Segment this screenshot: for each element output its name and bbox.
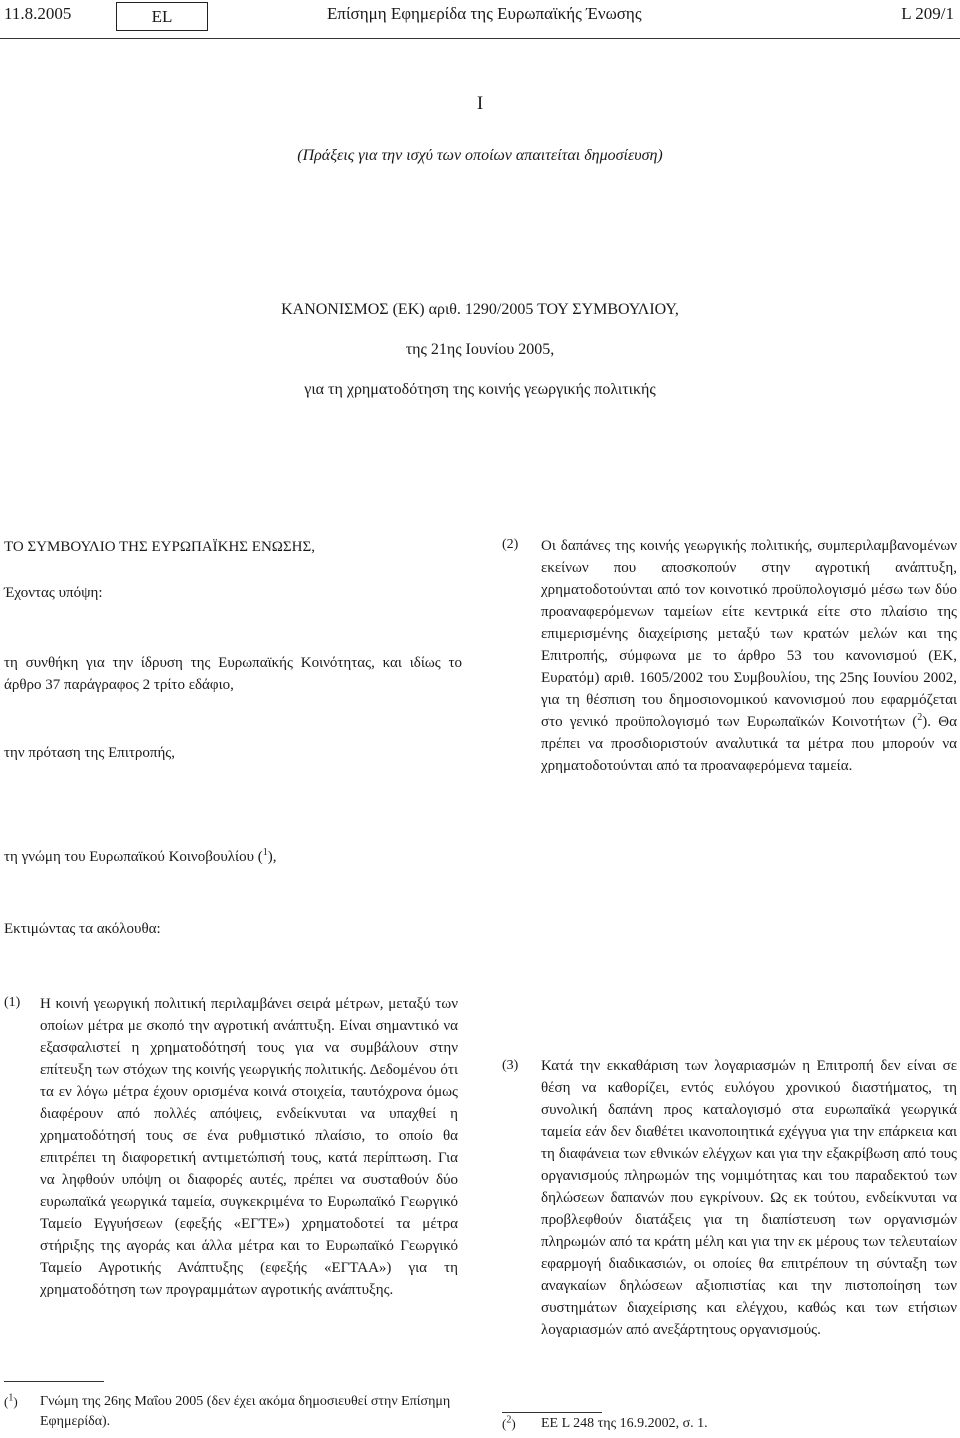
header-divider (0, 38, 960, 39)
footnote-ref-2[interactable]: 2 (917, 712, 923, 723)
footnote-marker: ($^2$) (502, 1414, 516, 1431)
whereas-heading: Εκτιμώντας τα ακόλουθα: (4, 921, 161, 937)
recital-number: (1) (4, 995, 21, 1010)
footnote-ref-1[interactable]: 1 (262, 847, 268, 858)
language-code-box: EL (116, 2, 208, 31)
recital-text: Οι δαπάνες της κοινής γεωργικής πολιτικής, συμπεριλαμβανομένων εκείνων που αποσκοπούν στην αγροτική ανάπτυξη, χρηματοδοτούνται από τον κοινοτικό προϋπολογισμό μέσω των δύο προαναφερόμενων ταμείων είτε κεντρικά είτε στο πλαίσιο της επιμερισμένης διαχείρισης μεταξύ των κρατών μελών και της Επιτροπής, σύμφωνα με το άρθρο 53 του κανονισμού (ΕΚ, Ευρατόμ) αριθ. 1605/2002 του Συμβουλίου, της 25ης Ιουνίου 2002, για τη θέσπιση του δημοσιονομικού κανονισμού που εφαρμόζεται στο γενικό προϋπολογισμό των Ευρωπαϊκών Κοινοτήτων ($^2$). Θα πρέπει να προσδιοριστούν αναλυτικά τα μέτρα που μπορούν να χρηματοδοτούνται από τα προαναφερόμενα ταμεία. (541, 538, 958, 774)
recital-text: Η κοινή γεωργική πολιτική περιλαμβάνει σειρά μέτρων, μεταξύ των οποίων μέτρα με σκοπό την αγροτική ανάπτυξη. Είναι σημαντικό να εξασφαλιστεί η χρηματοδότησή τους για να συμβάλουν στην επίτευξη των στόχων της κοινής γεωργικής πολιτικής. Δεδομένου ότι τα εν λόγω μέτρα έχουν ορισμένα κοινά στοιχεία, ταυτόχρονα όμως διαφέρουν από πολλές απόψεις, ενδείκνυται να υπαχθεί η χρηματοδότησή τους σε ένα ρυθμιστικό πλαίσιο, το οποίο θα επιτρέπει τη διαφορετική αντιμετώπισή τους, κατά περίπτωση. Για να ληφθούν υπόψη οι διαφορές αυτές, πρέπει να συσταθούν δύο ευρωπαϊκά γεωργικά ταμεία, συγκεκριμένα το Ευρωπαϊκό Γεωργικό Ταμείο Εγγυήσεων (εφεξής «ΕΓΤΕ») χρηματοδοτεί τα μέτρα στήριξης της αγοράς και άλλα μέτρα και το Ευρωπαϊκό Γεωργικό Ταμείο Αγροτικής Ανάπτυξης (εφεξής «ΕΓΤΑΑ») για τη χρηματοδότηση των προγραμμάτων αγροτικής ανάπτυξης. (40, 996, 458, 1298)
recital-number: (3) (502, 1058, 519, 1073)
treaty-citation: τη συνθήκη για την ίδρυση της Ευρωπαϊκής Κοινότητας, και ιδίως το άρθρο 37 παράγραφος 2 τρίτο εδάφιο, (4, 655, 462, 693)
recital-text: Κατά την εκκαθάριση των λογαριασμών η Επιτροπή δεν είναι σε θέση να καθορίζει, εντός ευλόγου χρονικού διαστήματος, τη συνολική δαπάνη προς καταλογισμό στα ευρωπαϊκά γεωργικά ταμεία εάν δεν διαθέτει ικανοποιητικά εχέγγυα για την επάρκεια και τη διαφάνεια των εθνικών ελέγχων και για την εξακρίβωση από τους οργανισμούς πληρωμών της νομιμότητας και του παραδεκτού των δηλώσεων δαπανών που εγκρίνουν. Ως εκ τούτου, ενδείκνυται να προβλεφθούν διατάξεις για τη διαπίστευση των οργανισμών πληρωμών από τα κράτη μέλη και για την εκ μέρους των τελευταίων εφαρμογή διαδικασιών, οι οποίες θα επιτρέπουν τη σύνταξη των αναγκαίων δηλώσεων αξιοπιστίας και την πιστοποίηση των συστημάτων διαχείρισης και ελέγχου, καθώς και των ετήσιων λογαριασμών από ανεξάρτητους οργανισμούς. (541, 1058, 957, 1338)
footnote-rule (4, 1381, 104, 1382)
parliament-opinion-citation: τη γνώμη του Ευρωπαϊκού Κοινοβουλίου ($^1$), (4, 847, 277, 865)
footnote-text: Γνώμη της 26ης Μαΐου 2005 (δεν έχει ακόμα δημοσιευθεί στην Επίσημη Εφημερίδα). (40, 1394, 451, 1429)
commission-proposal-citation: την πρόταση της Επιτροπής, (4, 745, 175, 761)
council-heading: ΤΟ ΣΥΜΒΟΥΛΙΟ ΤΗΣ ΕΥΡΩΠΑΪΚΗΣ ΕΝΩΣΗΣ, (4, 539, 315, 555)
regulation-title: ΚΑΝΟΝΙΣΜΟΣ (ΕΚ) αριθ. 1290/2005 ΤΟΥ ΣΥΜΒΟΥΛΙΟΥ, (281, 301, 679, 318)
footnote-rule (502, 1412, 602, 1413)
page-reference: L 209/1 (901, 4, 954, 23)
recital-number: (2) (502, 537, 519, 552)
publication-date: 11.8.2005 (4, 4, 72, 23)
footnote-text: ΕΕ L 248 της 16.9.2002, σ. 1. (541, 1416, 708, 1431)
part-subtitle: (Πράξεις για την ισχύ των οποίων απαιτείται δημοσίευση) (297, 147, 663, 164)
part-numeral: I (476, 93, 484, 114)
journal-title: Επίσημη Εφημερίδα της Ευρωπαϊκής Ένωσης (327, 4, 642, 23)
regulation-subject: για τη χρηματοδότηση της κοινής γεωργικής πολιτικής (304, 381, 656, 398)
regulation-date: της 21ης Ιουνίου 2005, (405, 341, 555, 358)
having-regard-heading: Έχοντας υπόψη: (4, 585, 103, 601)
footnote-marker: ($^1$) (4, 1392, 18, 1409)
